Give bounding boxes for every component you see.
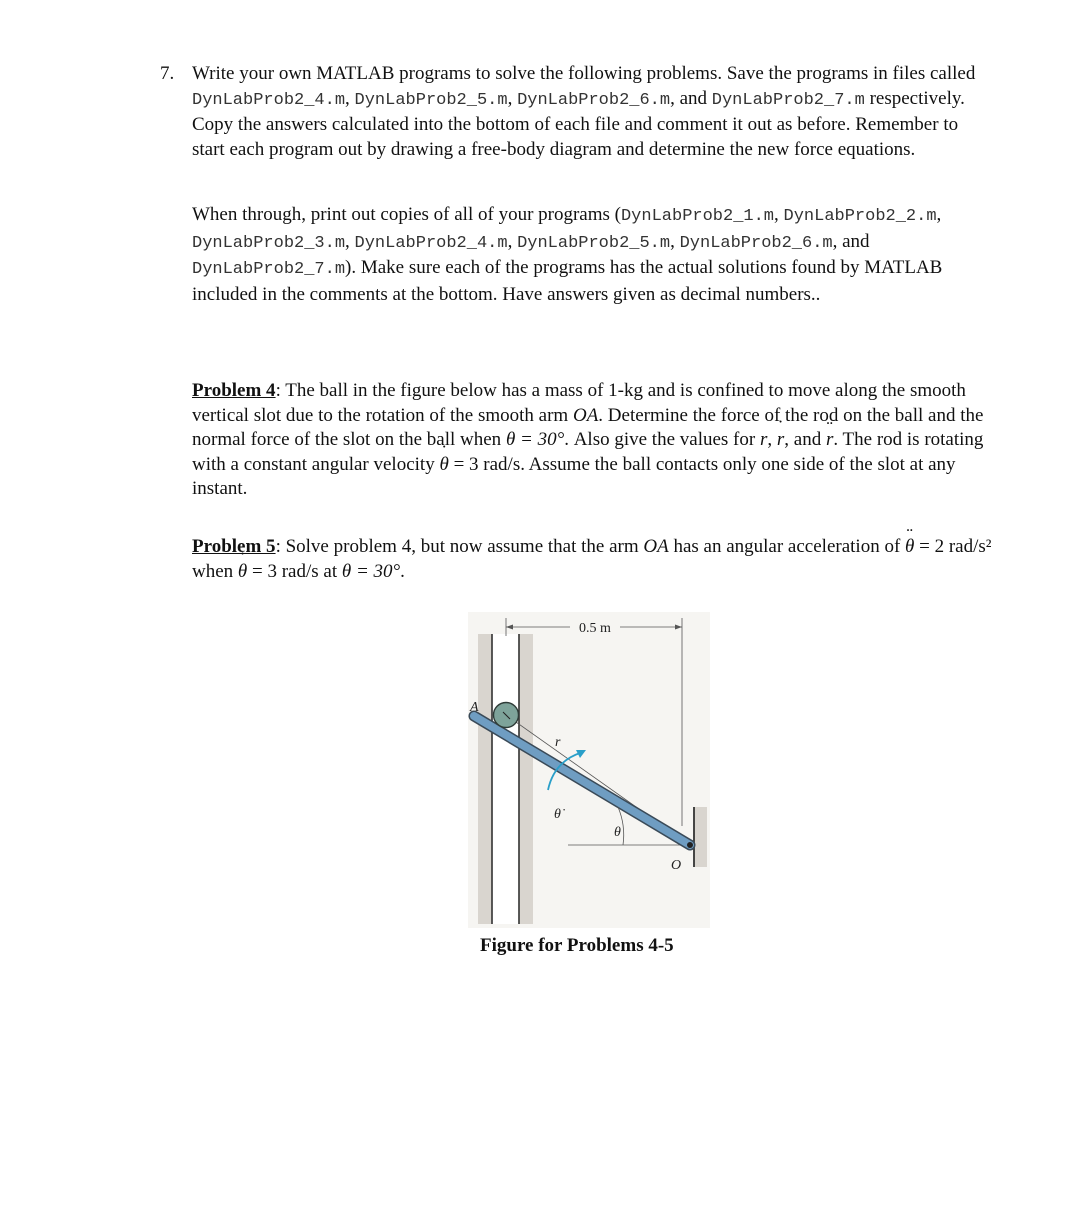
print-intro: When through, print out copies of all of your programs ( [192, 204, 621, 225]
angular-velocity-value: = 3 rad/s [448, 453, 521, 475]
dimension-label: 0.5 m [579, 621, 611, 636]
theta-dot-symbol: ˙ θ [238, 560, 247, 585]
theta-dot-symbol: ˙ θ [439, 453, 448, 478]
filename-prob6: DynLabProb2_6.m [517, 90, 671, 110]
problem-5-text: at [318, 560, 342, 582]
problem-4-text: . Assume the ball contacts only one side of the slot at any instant. [192, 453, 956, 499]
filename-list-item: DynLabProb2_5.m [517, 233, 671, 253]
theta-value: θ = 30° [505, 429, 565, 450]
instructions-intro: Write your own MATLAB programs to solve the following problems. Save the programs in files called [192, 63, 976, 84]
problem-4-text: , and [784, 429, 826, 450]
arm-oa: OA [643, 536, 669, 557]
filename-list-item: DynLabProb2_2.m [783, 207, 937, 226]
slot-right-wall [519, 634, 533, 924]
problem-4-paragraph [192, 379, 992, 502]
slot-channel [493, 634, 518, 924]
theta-value: θ = 30° [341, 560, 401, 582]
filename-prob4: DynLabProb2_4.m [192, 90, 346, 110]
print-instructions-paragraph: When through, print out copies of all of your programs (DynLabProb2_1.m, DynLabProb2_2.m, DynLabProb2_3.m, DynLabProb2_4.m, DynLabProb2_5.m, DynLabProb2_6.m, and DynLabProb2_7.m). Make sure each of the programs has the actual solutions found by MATLAB included in the comments at the bottom. Have answers given as decimal numbers.. [192, 204, 943, 305]
pivot-o [687, 842, 693, 848]
filename-list-item: DynLabProb2_7.m [192, 260, 346, 279]
slot-left-wall [478, 634, 492, 924]
pivot-wall [694, 807, 707, 867]
print-rest: ). Make sure each of the programs has the actual solutions found by MATLAB included in the comments at the bottom. Have answers given as decimal numbers.. [192, 257, 943, 305]
problem-figure [468, 612, 710, 928]
item-number: 7. [160, 63, 175, 84]
r-dot-symbol: ˙ r [777, 428, 784, 453]
conjunction: , and [670, 87, 708, 109]
figure-caption: Figure for Problems 4-5 [480, 935, 674, 956]
problem-4-text: , [767, 429, 777, 450]
filename-list-item: DynLabProb2_1.m [620, 207, 775, 226]
print-conjunction: , and [832, 230, 870, 252]
instructions-rest: respectively. Copy the answers calculated into the bottom of each file and comment it out as before. Remember to start each program out by drawing a free-body diagram and determine the new force equations. [192, 87, 965, 160]
problem-5-paragraph [192, 535, 992, 584]
problem-4-text: . The rod is rotating with a constant angular velocity [192, 429, 984, 475]
arm-oa: OA [572, 404, 599, 426]
problem-5-label: Problem 5 [192, 536, 276, 557]
filename-list-item: DynLabProb2_3.m [192, 233, 346, 253]
angular-acceleration-value: = 2 rad/s² [914, 536, 992, 557]
filename-prob7: DynLabProb2_7.m [711, 90, 865, 110]
problem-4-text: : The ball in the figure below has a mass of 1-kg and is confined to move along the smooth vertical slot due to the rotation of the smooth arm [192, 380, 966, 426]
r-label: r [555, 735, 561, 750]
theta-label: θ [614, 825, 621, 840]
problem-5-text: has an angular acceleration of [668, 536, 906, 557]
r-symbol: r [759, 429, 768, 450]
r-double-dot-symbol: ¨ r [826, 428, 833, 453]
problem-4-text: . Determine the force of the rod on the ball and the normal force of the slot on the ball when [192, 404, 984, 450]
problem-5-text: when [192, 560, 238, 582]
angular-velocity-value: = 3 rad/s [247, 560, 319, 582]
instructions-paragraph: Write your own MATLAB programs to solve the following problems. Save the programs in files called DynLabProb2_4.m, DynLabProb2_5.m, DynLabProb2_6.m, and DynLabProb2_7.m respectively. Copy the answers calculated into the bottom of each file and comment it out as before. Remember to start each program out by drawing a free-body diagram and determine the new force equations. [192, 63, 976, 160]
problem-4-label: Problem 4 [192, 380, 276, 401]
problem-5-text: : Solve problem 4, but now assume that the arm [275, 536, 644, 557]
theta-dot-label: θ̇ [554, 807, 561, 822]
filename-list-item: DynLabProb2_4.m [354, 233, 508, 253]
filename-prob5: DynLabProb2_5.m [354, 90, 508, 110]
filename-list-item: DynLabProb2_6.m [679, 233, 833, 253]
point-a-label: A [470, 700, 479, 715]
point-o-label: O [671, 858, 682, 873]
theta-double-dot-symbol: ¨ θ [905, 535, 914, 560]
problem-5-text: . [400, 560, 405, 582]
problem-4-text: . Also give the values for [564, 429, 760, 450]
